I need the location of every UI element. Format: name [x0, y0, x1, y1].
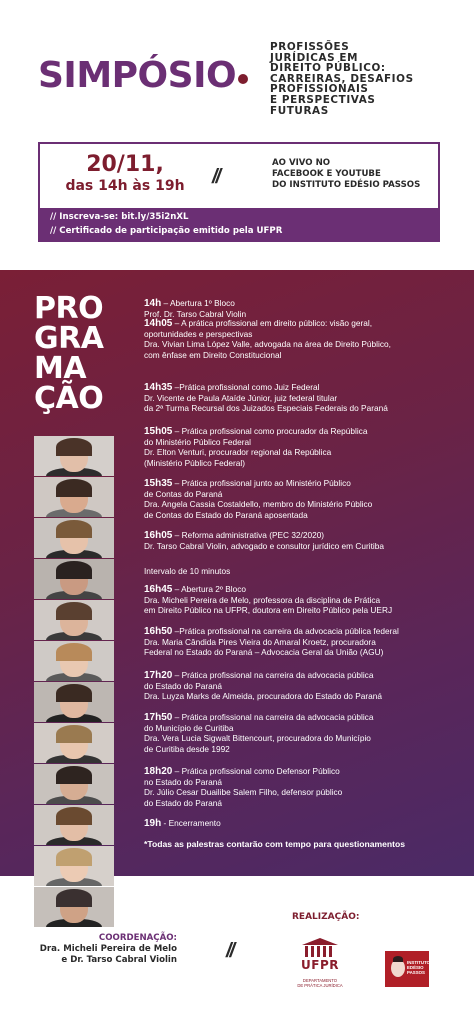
- schedule-time: 16h45: [144, 584, 173, 595]
- institute-logo-line: PASSOS: [407, 970, 425, 975]
- schedule-note: *Todas as palestras contarão com tempo para questionamentos: [144, 839, 406, 849]
- broadcast-info: [272, 158, 442, 191]
- schedule-text: oportunidades e perspectivas: [144, 329, 253, 340]
- schedule-line: [144, 530, 466, 541]
- program-title: [34, 291, 104, 416]
- schedule-time: 14h05: [144, 318, 173, 329]
- title-dot: [238, 74, 248, 84]
- schedule-text: de Contas do Estado do Paraná aposentada: [144, 509, 308, 520]
- schedule-text: – Reforma administrativa (PEC 32/2020): [172, 530, 325, 540]
- schedule-text: de Curitiba desde 1992: [144, 743, 230, 754]
- subtitle-line: PROFISSIONAIS: [270, 83, 369, 96]
- schedule-text: Dra. Luyza Marks de Almeida, procuradora do Estado do Paraná: [144, 691, 382, 702]
- schedule-line: [144, 777, 466, 787]
- speaker-photo: [34, 600, 114, 640]
- schedule-text: - Encerramento: [161, 818, 221, 828]
- event-date: 20/11,: [86, 152, 164, 177]
- speaker-photo: [34, 723, 114, 763]
- symposium-title: SIMPÓSIO: [38, 55, 237, 96]
- schedule-text: Dra. Vera Lucia Sigwalt Bittencourt, procuradora do Município: [144, 733, 371, 744]
- schedule-time: 15h05: [144, 426, 173, 437]
- speaker-photo: [34, 887, 114, 927]
- institute-logo-text: [407, 960, 431, 975]
- schedule-text: Dra. Angela Cassia Costaldello, membro do Ministério Público: [144, 499, 373, 510]
- schedule-item: [144, 478, 466, 520]
- schedule-item: [144, 670, 466, 702]
- ufpr-department: [290, 978, 350, 988]
- ufpr-department-line: DEPARTAMENTO: [302, 978, 338, 983]
- schedule-line: [144, 393, 466, 403]
- schedule-text: Dr. Vicente de Paula Ataíde Júnior, juiz federal titular: [144, 393, 338, 404]
- speaker-photo: [34, 518, 114, 558]
- schedule-item: [144, 318, 466, 360]
- broadcast-line: AO VIVO NO: [272, 158, 331, 168]
- schedule-text: Dra. Micheli Pereira de Melo, professora da disciplina de Prática: [144, 595, 381, 606]
- schedule-line: [144, 605, 466, 615]
- schedule-line: [144, 489, 466, 499]
- schedule-text: da 2ª Turma Recursal dos Juizados Especiais Federais do Paraná: [144, 403, 388, 414]
- schedule-text: do Município de Curitiba: [144, 723, 234, 734]
- schedule-text: Dr. Júlio Cesar Duailibe Salem Filho, defensor público: [144, 787, 343, 798]
- schedule-text: Federal no Estado do Paraná – Advocacia Geral da União (AGU): [144, 647, 384, 658]
- certificate-note: // Certificado de participação emitido pela UFPR: [50, 226, 283, 236]
- schedule-line: [144, 478, 466, 489]
- ufpr-department-line: DE PRÁTICA JURÍDICA: [297, 983, 343, 988]
- schedule-text: Dra. Maria Cândida Pires Vieira do Amaral Kroetz, procuradora: [144, 637, 376, 648]
- schedule-line: [144, 510, 466, 520]
- broadcast-line: FACEBOOK E YOUTUBE: [272, 169, 381, 179]
- program-title-line: GRA: [34, 321, 104, 356]
- event-hours: das 14h às 19h: [65, 178, 185, 194]
- schedule-text: (Ministério Público Federal): [144, 457, 245, 468]
- schedule-text: Dr. Elton Venturi, procurador regional da República: [144, 447, 332, 458]
- institute-logo-line: EDÉSIO: [407, 965, 424, 970]
- schedule-line: [144, 681, 466, 691]
- speaker-photo: [34, 559, 114, 599]
- schedule-text: – Abertura 2º Bloco: [172, 584, 246, 594]
- separator-slash: //: [212, 166, 220, 188]
- schedule-item: [144, 626, 466, 658]
- symposium-subtitle: [270, 42, 440, 116]
- schedule-line: [144, 626, 466, 637]
- event-info-box: [38, 142, 440, 242]
- schedule-line: [144, 437, 466, 447]
- realization-label: REALIZAÇÃO:: [292, 912, 360, 922]
- schedule-time: 19h: [144, 818, 162, 829]
- schedule-line: [144, 723, 466, 733]
- speaker-photo: [34, 641, 114, 681]
- schedule-item: [144, 766, 466, 808]
- schedule-line: [144, 733, 466, 743]
- schedule-line: [144, 787, 466, 797]
- subtitle-line: E PERSPECTIVAS: [270, 93, 376, 106]
- schedule-time: 16h05: [144, 530, 173, 541]
- schedule-text: – Prática profissional na carreira da advocacia pública: [172, 712, 374, 722]
- program-title-line: MA: [34, 351, 87, 386]
- subtitle-line: PROFISSÕES: [270, 41, 350, 53]
- schedule-line: [144, 318, 466, 329]
- schedule-time: 17h20: [144, 670, 173, 681]
- footer-separator: //: [226, 940, 234, 962]
- program-title-line: PRO: [34, 291, 104, 326]
- schedule-line: [144, 712, 466, 723]
- schedule-line: [144, 298, 466, 309]
- schedule-item: [144, 584, 466, 616]
- ufpr-building-icon: [302, 938, 338, 958]
- schedule-text: de Contas do Paraná: [144, 489, 223, 500]
- schedule-text: do Ministério Público Federal: [144, 437, 251, 448]
- schedule-item: [144, 298, 466, 319]
- schedule-line: [144, 566, 466, 576]
- schedule-line: [144, 744, 466, 754]
- schedule-time: 14h: [144, 298, 162, 309]
- schedule-line: [144, 458, 466, 468]
- schedule-line: [144, 339, 466, 349]
- speaker-photo: [34, 477, 114, 517]
- schedule-text: – A prática profissional em direito público: visão geral,: [172, 318, 373, 328]
- schedule-line: [144, 647, 466, 657]
- schedule-item: [144, 712, 466, 754]
- schedule-text: no Estado do Paraná: [144, 777, 222, 788]
- schedule-line: [144, 691, 466, 701]
- schedule-line: [144, 350, 466, 360]
- schedule-line: [144, 447, 466, 457]
- subtitle-line: CARREIRAS, DESAFIOS: [270, 72, 414, 85]
- schedule-time: 14h35: [144, 382, 173, 393]
- schedule-line: [144, 766, 466, 777]
- schedule-time: 16h50: [144, 626, 173, 637]
- schedule-line: [144, 499, 466, 509]
- schedule-line: [144, 670, 466, 681]
- ufpr-logo: [290, 938, 350, 990]
- speaker-photo: [34, 846, 114, 886]
- registration-link[interactable]: // Inscreva-se: bit.ly/35i2nXL: [50, 212, 189, 222]
- schedule-text: Prof. Dr. Tarso Cabral Violin: [144, 309, 247, 320]
- schedule-item: [144, 566, 466, 576]
- schedule-text: do Estado do Paraná: [144, 681, 222, 692]
- schedule-text: – Prática profissional como procurador da República: [172, 426, 368, 436]
- coordination-label: COORDENAÇÃO:: [98, 933, 177, 943]
- schedule-line: [144, 818, 466, 829]
- ufpr-wordmark: UFPR: [301, 958, 339, 972]
- schedule-text: –Prática profissional na carreira da advocacia pública federal: [172, 626, 399, 636]
- schedule-text: – Abertura 1º Bloco: [161, 298, 235, 308]
- institute-logo-line: INSTITUTO: [407, 960, 431, 965]
- portrait-icon: [391, 959, 405, 977]
- schedule-item: [144, 818, 466, 829]
- subtitle-line: DIREITO PÚBLICO:: [270, 62, 386, 75]
- schedule-item: [144, 530, 466, 551]
- speaker-photo: [34, 682, 114, 722]
- schedule-text: Intervalo de 10 minutos: [144, 566, 231, 576]
- schedule-text: – Prática profissional junto ao Ministério Público: [172, 478, 351, 488]
- schedule-line: [144, 637, 466, 647]
- institute-logo: [385, 951, 429, 987]
- schedule-line: [144, 541, 466, 551]
- schedule-time: 18h20: [144, 766, 173, 777]
- schedule-text: – Prática profissional na carreira da advocacia pública: [172, 670, 374, 680]
- event-info-frame: [38, 142, 440, 210]
- broadcast-line: DO INSTITUTO EDÉSIO PASSOS: [272, 180, 421, 190]
- schedule-time: 17h50: [144, 712, 173, 723]
- schedule-text: –Prática profissional como Juiz Federal: [172, 382, 320, 392]
- schedule-item: [144, 426, 466, 468]
- coordination-name: Dra. Micheli Pereira de Melo: [39, 944, 177, 954]
- schedule-line: [144, 798, 466, 808]
- schedule-text: – Prática profissional como Defensor Público: [172, 766, 340, 776]
- speaker-photo: [34, 764, 114, 804]
- coordination-name: e Dr. Tarso Cabral Violin: [61, 955, 177, 965]
- schedule-text: Dra. Vivian Lima López Valle, advogada na área de Direito Público,: [144, 339, 391, 350]
- coordination-block: [20, 933, 177, 966]
- schedule-item: [144, 382, 466, 414]
- registration-bar: [38, 208, 440, 242]
- schedule-time: 15h35: [144, 478, 173, 489]
- speaker-photo: [34, 436, 114, 476]
- schedule-text: Dr. Tarso Cabral Violin, advogado e consultor jurídico em Curitiba: [144, 541, 384, 552]
- speaker-photo: [34, 805, 114, 845]
- schedule-line: [144, 426, 466, 437]
- schedule-text: com ênfase em Direito Constitucional: [144, 349, 282, 360]
- subtitle-line: FUTURAS: [270, 104, 329, 117]
- subtitle-line: JURÍDICAS EM: [270, 51, 359, 64]
- schedule-text: em Direito Público na UFPR, doutora em Direito Público pela UERJ: [144, 605, 393, 616]
- schedule-line: [144, 584, 466, 595]
- program-title-line: ÇÃO: [34, 381, 104, 416]
- schedule-line: [144, 382, 466, 393]
- schedule-line: [144, 595, 466, 605]
- schedule-text: do Estado do Paraná: [144, 797, 222, 808]
- schedule-line: [144, 329, 466, 339]
- schedule-line: [144, 403, 466, 413]
